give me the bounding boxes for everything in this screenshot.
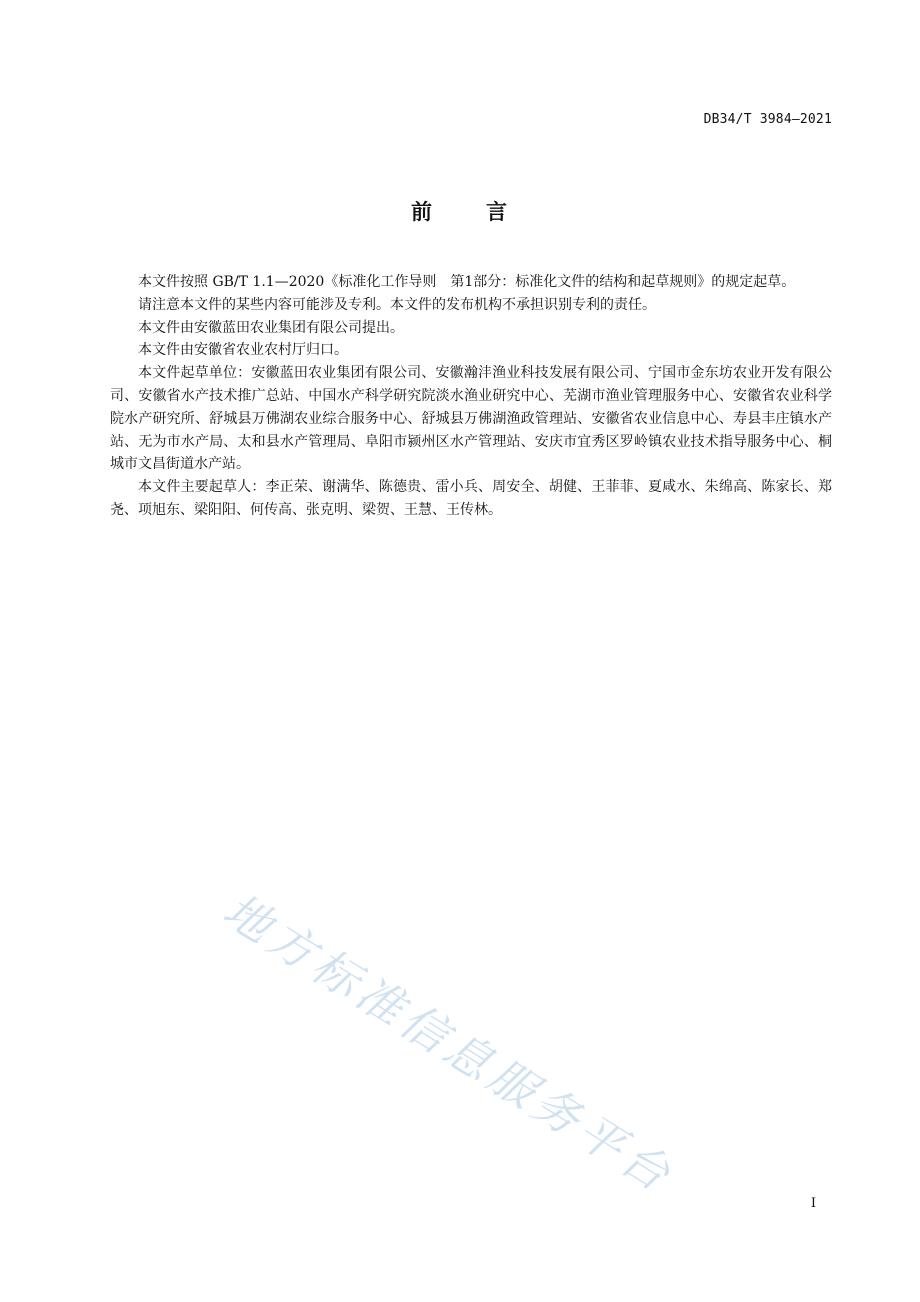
- paragraph-proposer: 本文件由安徽蓝田农业集团有限公司提出。: [138, 319, 404, 336]
- watermark: 地方标准信息服务平台: [214, 882, 684, 1204]
- page-number: I: [810, 1196, 816, 1211]
- paragraph-drafting-units: 本文件起草单位：安徽蓝田农业集团有限公司、安徽瀚沣渔业科技发展有限公司、宁国市金东坊农业开发有限公司、安徽省水产技术推广总站、中国水产科学研究院淡水渔业研究中心、芜湖市渔业管理服务中心、安徽省农业科学院水产研究所、舒城县万佛湖农业综合服务中心、舒城县万佛湖渔政管理站、安徽省农业信息中心、寿县丰庄镇水产站、无为市水产局、太和县水产管理局、阜阳市颍州区水产管理站、安庆市宜秀区罗岭镇农业技术指导服务中心、桐城市文昌街道水产站。: [110, 365, 832, 473]
- paragraph-drafting-basis: 本文件按照 GB/T 1.1—2020《标准化工作导则 第1部分：标准化文件的结构和起草规则》的规定起草。: [138, 274, 796, 290]
- paragraph-drafters: 本文件主要起草人：李正荣、谢满华、陈德贵、雷小兵、周安全、胡健、王菲菲、夏咸水、朱绵高、陈家长、郑尧、项旭东、梁阳阳、何传高、张克明、梁贺、王慧、王传林。: [110, 479, 832, 518]
- title-char-1: 前: [411, 200, 434, 224]
- foreword-body: [110, 271, 832, 522]
- paragraph-centralized-unit: 本文件由安徽省农业农村厅归口。: [138, 342, 348, 359]
- standard-code: DB34/T 3984—2021: [703, 112, 832, 127]
- page-title: [0, 196, 920, 226]
- title-char-2: 言: [486, 200, 509, 224]
- paragraph-patent-notice: 请注意本文件的某些内容可能涉及专利。本文件的发布机构不承担识别专利的责任。: [138, 296, 656, 313]
